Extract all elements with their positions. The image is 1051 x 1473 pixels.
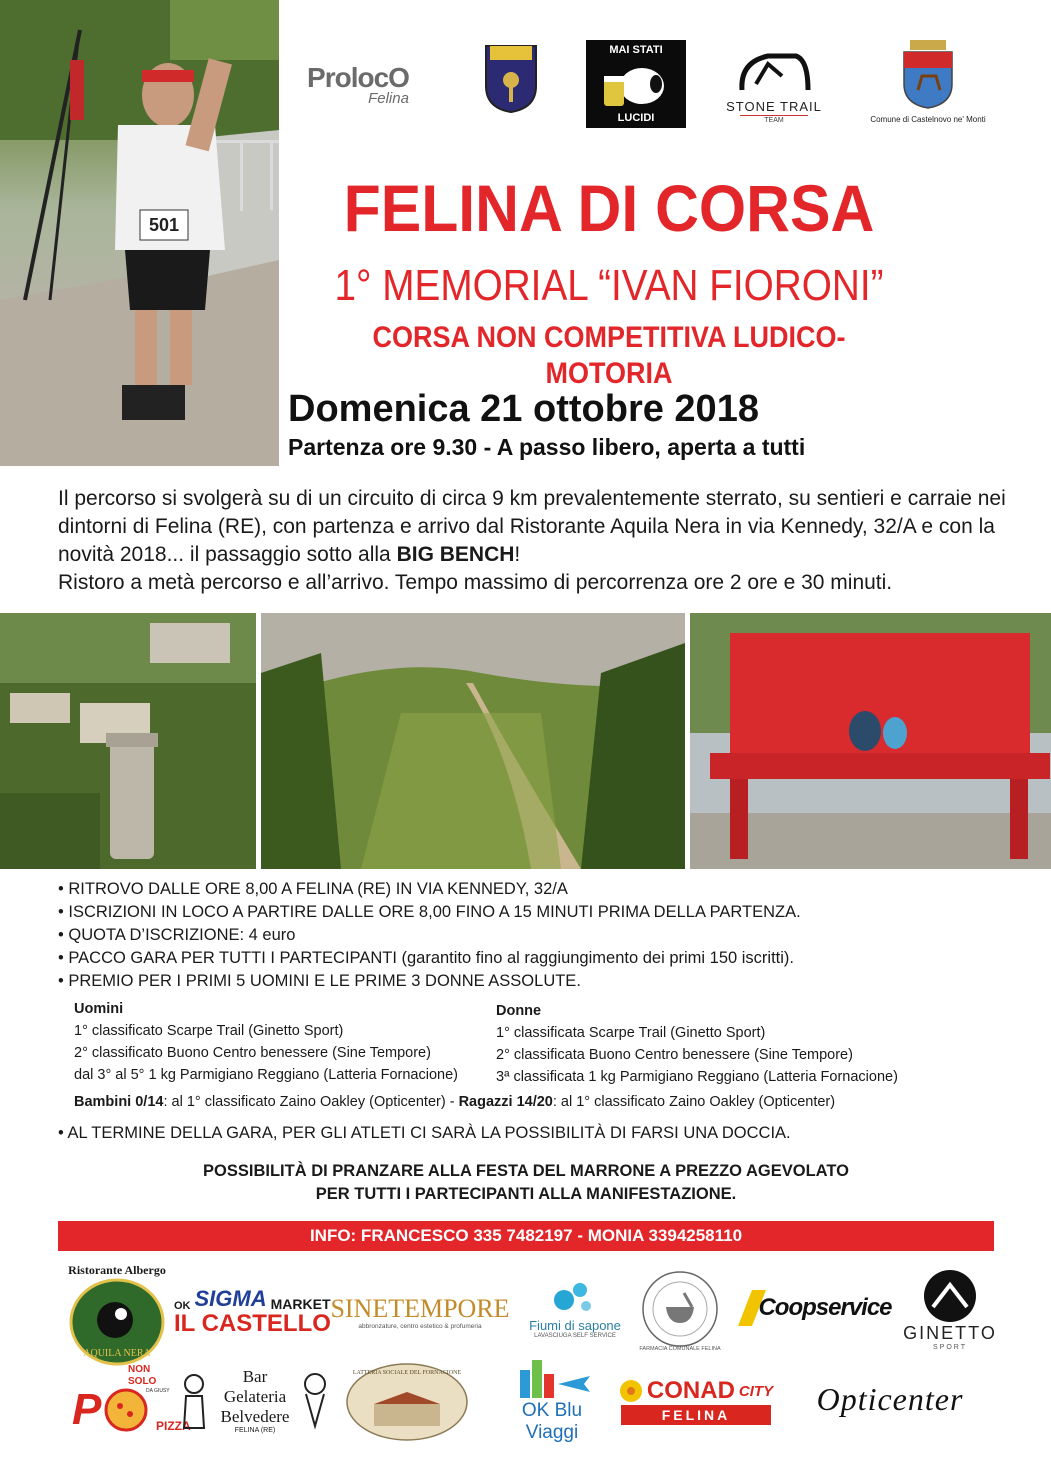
bullet-pacco: • PACCO GARA PER TUTTI I PARTECIPANTI (garantito fino al raggiungimento dei primi 150 iscritti).: [58, 949, 795, 967]
sponsor-farmacia: [639, 1268, 721, 1350]
uomini-item: 1° classificato Scarpe Trail (Ginetto Sport): [74, 1023, 344, 1039]
doccia-text: AL TERMINE DELLA GARA, PER GLI ATLETI CI SARÀ LA POSSIBILITÀ DI FARSI UNA DOCCIA.: [67, 1124, 791, 1142]
sponsor-fiumi-di-sapone: [520, 1270, 630, 1346]
maistati-top: MAI STATI: [609, 44, 663, 56]
bib-number: 501: [148, 215, 180, 235]
eagle-icon: [69, 1278, 165, 1366]
pizza-icon: [66, 1360, 191, 1440]
stone-trail-logo: [726, 40, 822, 128]
photo-trail: [261, 613, 685, 869]
donne-heading: Donne: [496, 1003, 542, 1019]
prizes-donne: [496, 1000, 898, 1088]
pranzo-note: [58, 1160, 994, 1206]
intro-line2: Ristoro a metà percorso e all’arrivo. Tempo massimo di percorrenza ore 2 ore e 30 minuti.: [58, 571, 893, 594]
comune-logo: [870, 34, 986, 128]
comune-name: Comune di Castelnovo ne' Monti: [870, 115, 986, 124]
prizes-uomini: [74, 998, 458, 1086]
sponsor-ok-blu-viaggi: [494, 1358, 610, 1443]
stonetrail-sub: TEAM: [764, 117, 784, 124]
sponsor-opticenter: [784, 1370, 996, 1428]
event-start: Partenza ore 9.30 - A passo libero, aperta a tutti: [288, 434, 806, 460]
bullet-ritrovo: • RITROVO DALLE ORE 8,00 A FELINA (RE) IN VIA KENNEDY, 32/A: [58, 880, 568, 898]
sponsor-sine-tempore: [330, 1284, 510, 1340]
photo-big-bench: [690, 613, 1051, 869]
felina-crest-icon: [482, 42, 540, 114]
uomini-item: 2° classificato Buono Centro benessere (Sine Tempore): [74, 1045, 431, 1061]
sigma-ok: OK: [174, 1300, 191, 1312]
intro-text: [58, 485, 1008, 597]
event-subtitle: 1° MEMORIAL “IVAN FIORONI”: [334, 261, 884, 310]
sponsor-sigma-castello: [174, 1280, 334, 1342]
conad-flower-icon: [619, 1379, 643, 1403]
latteria-name: LATTERIA SOCIALE DEL FORNACIONE: [352, 1370, 462, 1376]
pizza-non: NON: [128, 1364, 151, 1375]
intro-big-bench: BIG BENCH: [396, 543, 515, 566]
fiumi-name: Fiumi di sapone: [529, 1317, 621, 1333]
runner-photo: [0, 0, 279, 466]
sponsor-aquila-nera: [62, 1260, 172, 1368]
proloco-name: ProlocO: [307, 61, 409, 93]
bullet-iscrizioni-text: ISCRIZIONI IN LOCO A PARTIRE DALLE ORE 8,00 FINO A 15 MINUTI PRIMA DELLA PARTENZA.: [68, 903, 801, 921]
svg-text:P: P: [72, 1385, 102, 1434]
ragazzi-label: Ragazzi 14/20: [458, 1094, 553, 1110]
sine-sub: abbronzature, centro estetico & profumeria: [358, 1322, 482, 1330]
fiumi-sub: LAVASCIUGA SELF SERVICE: [534, 1332, 616, 1339]
sponsor-coopservice: [740, 1280, 892, 1336]
sponsor-latteria-fornacione: [344, 1356, 470, 1442]
conad-city: CITY: [738, 1382, 774, 1400]
bullet-doccia: • AL TERMINE DELLA GARA, PER GLI ATLETI CI SARÀ LA POSSIBILITÀ DI FARSI UNA DOCCIA.: [58, 1124, 791, 1142]
latteria-icon: [344, 1356, 470, 1442]
mai-stati-lucidi-logo: [586, 40, 686, 128]
okblu-name: OK Blu Viaggi: [521, 1400, 583, 1443]
prizes-bambini: [74, 1091, 835, 1113]
waiter-icon: [180, 1370, 210, 1430]
ginetto-name: GINETTO: [903, 1323, 997, 1343]
conad-felina: FELINA: [621, 1405, 771, 1425]
aquila-name: AQUILA NERA: [83, 1347, 151, 1359]
comune-crest-icon: [900, 38, 956, 110]
bullet-iscrizioni: • ISCRIZIONI IN LOCO A PARTIRE DALLE ORE 8,00 FINO A 15 MINUTI PRIMA DELLA PARTENZA.: [58, 903, 801, 921]
ginetto-mountain-icon: [923, 1269, 977, 1323]
bar-line1: Bar Gelateria: [223, 1366, 287, 1406]
event-title: FELINA DI CORSA: [343, 171, 875, 245]
sponsor-bar-belvedere: [180, 1362, 330, 1438]
sigma-castello: IL CASTELLO: [174, 1310, 331, 1337]
bullet-pacco-text: PACCO GARA PER TUTTI I PARTECIPANTI (garantito fino al raggiungimento dei primi 150 iscritti).: [68, 949, 795, 967]
uomini-heading: Uomini: [74, 1001, 124, 1017]
coop-name: Coopservice: [758, 1294, 892, 1321]
bambini-text: : al 1° classificato Zaino Oakley (Opticenter) -: [163, 1094, 459, 1110]
intro-body: Il percorso si svolgerà su di un circuito di circa 9 km prevalentemente sterrato, su sentieri e carraie nei dintorni di Felina (RE), con partenza e arrivo dal Ristorante Aquila Nera in via Kennedy, 32/A e con la novità 2018... il passaggio sotto alla: [58, 487, 1006, 566]
photo-village-tower: [0, 613, 256, 869]
maistati-bottom: LUCIDI: [617, 112, 655, 124]
donne-item: 3ª classificata 1 kg Parmigiano Reggiano (Latteria Fornacione): [496, 1069, 898, 1085]
proloco-sub: Felina: [368, 89, 409, 107]
donne-item: 1° classificata Scarpe Trail (Ginetto Sport): [496, 1025, 766, 1041]
bullet-quota-text: QUOTA D’ISCRIZIONE: 4 euro: [68, 926, 296, 944]
bar-sub: FELINA (RE): [234, 1426, 276, 1434]
event-tagline: CORSA NON COMPETITIVA LUDICO-MOTORIA: [372, 321, 846, 390]
bubbles-icon: [550, 1278, 600, 1318]
farmacia-name: FARMACIA COMUNALE FELINA: [639, 1346, 721, 1352]
pranzo-line1: POSSIBILITÀ DI PRANZARE ALLA FESTA DEL MARRONE A PREZZO AGEVOLATO: [203, 1162, 849, 1180]
ginetto-sub: SPORT: [933, 1344, 967, 1351]
sponsor-ginetto: [900, 1260, 1000, 1360]
ice-cream-icon: [300, 1370, 330, 1430]
bullet-premio-text: PREMIO PER I PRIMI 5 UOMINI E LE PRIME 3 DONNE ASSOLUTE.: [68, 972, 581, 990]
info-bullets: [58, 878, 1018, 993]
uomini-item: dal 3° al 5° 1 kg Parmigiano Reggiano (Latteria Fornacione): [74, 1067, 458, 1083]
stone-trail-mountain-icon: [734, 44, 814, 94]
pranzo-line2: PER TUTTI I PARTECIPANTI ALLA MANIFESTAZIONE.: [315, 1185, 737, 1203]
proloco-logo: [297, 50, 419, 118]
pizza-name: PIZZA: [156, 1419, 191, 1433]
opticenter-name: Opticenter: [816, 1380, 964, 1417]
bambini-label: Bambini 0/14: [74, 1094, 164, 1110]
pizza-sub: DA GIUSY: [146, 1388, 170, 1394]
mortar-icon: [640, 1269, 720, 1349]
pizza-solo: SOLO: [128, 1376, 157, 1387]
bullet-ritrovo-text: RITROVO DALLE ORE 8,00 A FELINA (RE) IN VIA KENNEDY, 32/A: [68, 880, 568, 898]
bullet-premio: • PREMIO PER I PRIMI 5 UOMINI E LE PRIME 3 DONNE ASSOLUTE.: [58, 972, 581, 990]
bar-line2: Belvedere: [220, 1406, 290, 1426]
bullet-quota: • QUOTA D’ISCRIZIONE: 4 euro: [58, 926, 296, 944]
donne-item: 2° classificata Buono Centro benessere (Sine Tempore): [496, 1047, 853, 1063]
sponsor-conad-city: [618, 1370, 774, 1432]
event-date: Domenica 21 ottobre 2018: [288, 388, 759, 430]
hero-photo: [0, 0, 279, 466]
ragazzi-text: : al 1° classificato Zaino Oakley (Opticenter): [552, 1094, 836, 1110]
skyline-plane-icon: [512, 1354, 592, 1400]
sigma-market: MARKET: [270, 1296, 331, 1312]
stonetrail-name: STONE TRAIL: [726, 99, 822, 114]
sigma-name: SIGMA: [194, 1286, 267, 1311]
intro-exclaim: !: [514, 543, 521, 566]
info-contacts-bar: INFO: FRANCESCO 335 7482197 - MONIA 3394258110: [58, 1221, 994, 1251]
sine-name: SINETEMPORE: [330, 1293, 510, 1323]
aquila-top: Ristorante Albergo: [68, 1262, 166, 1277]
conad-name: CONAD: [646, 1377, 735, 1404]
sponsor-non-solo-pizza: [66, 1360, 191, 1440]
